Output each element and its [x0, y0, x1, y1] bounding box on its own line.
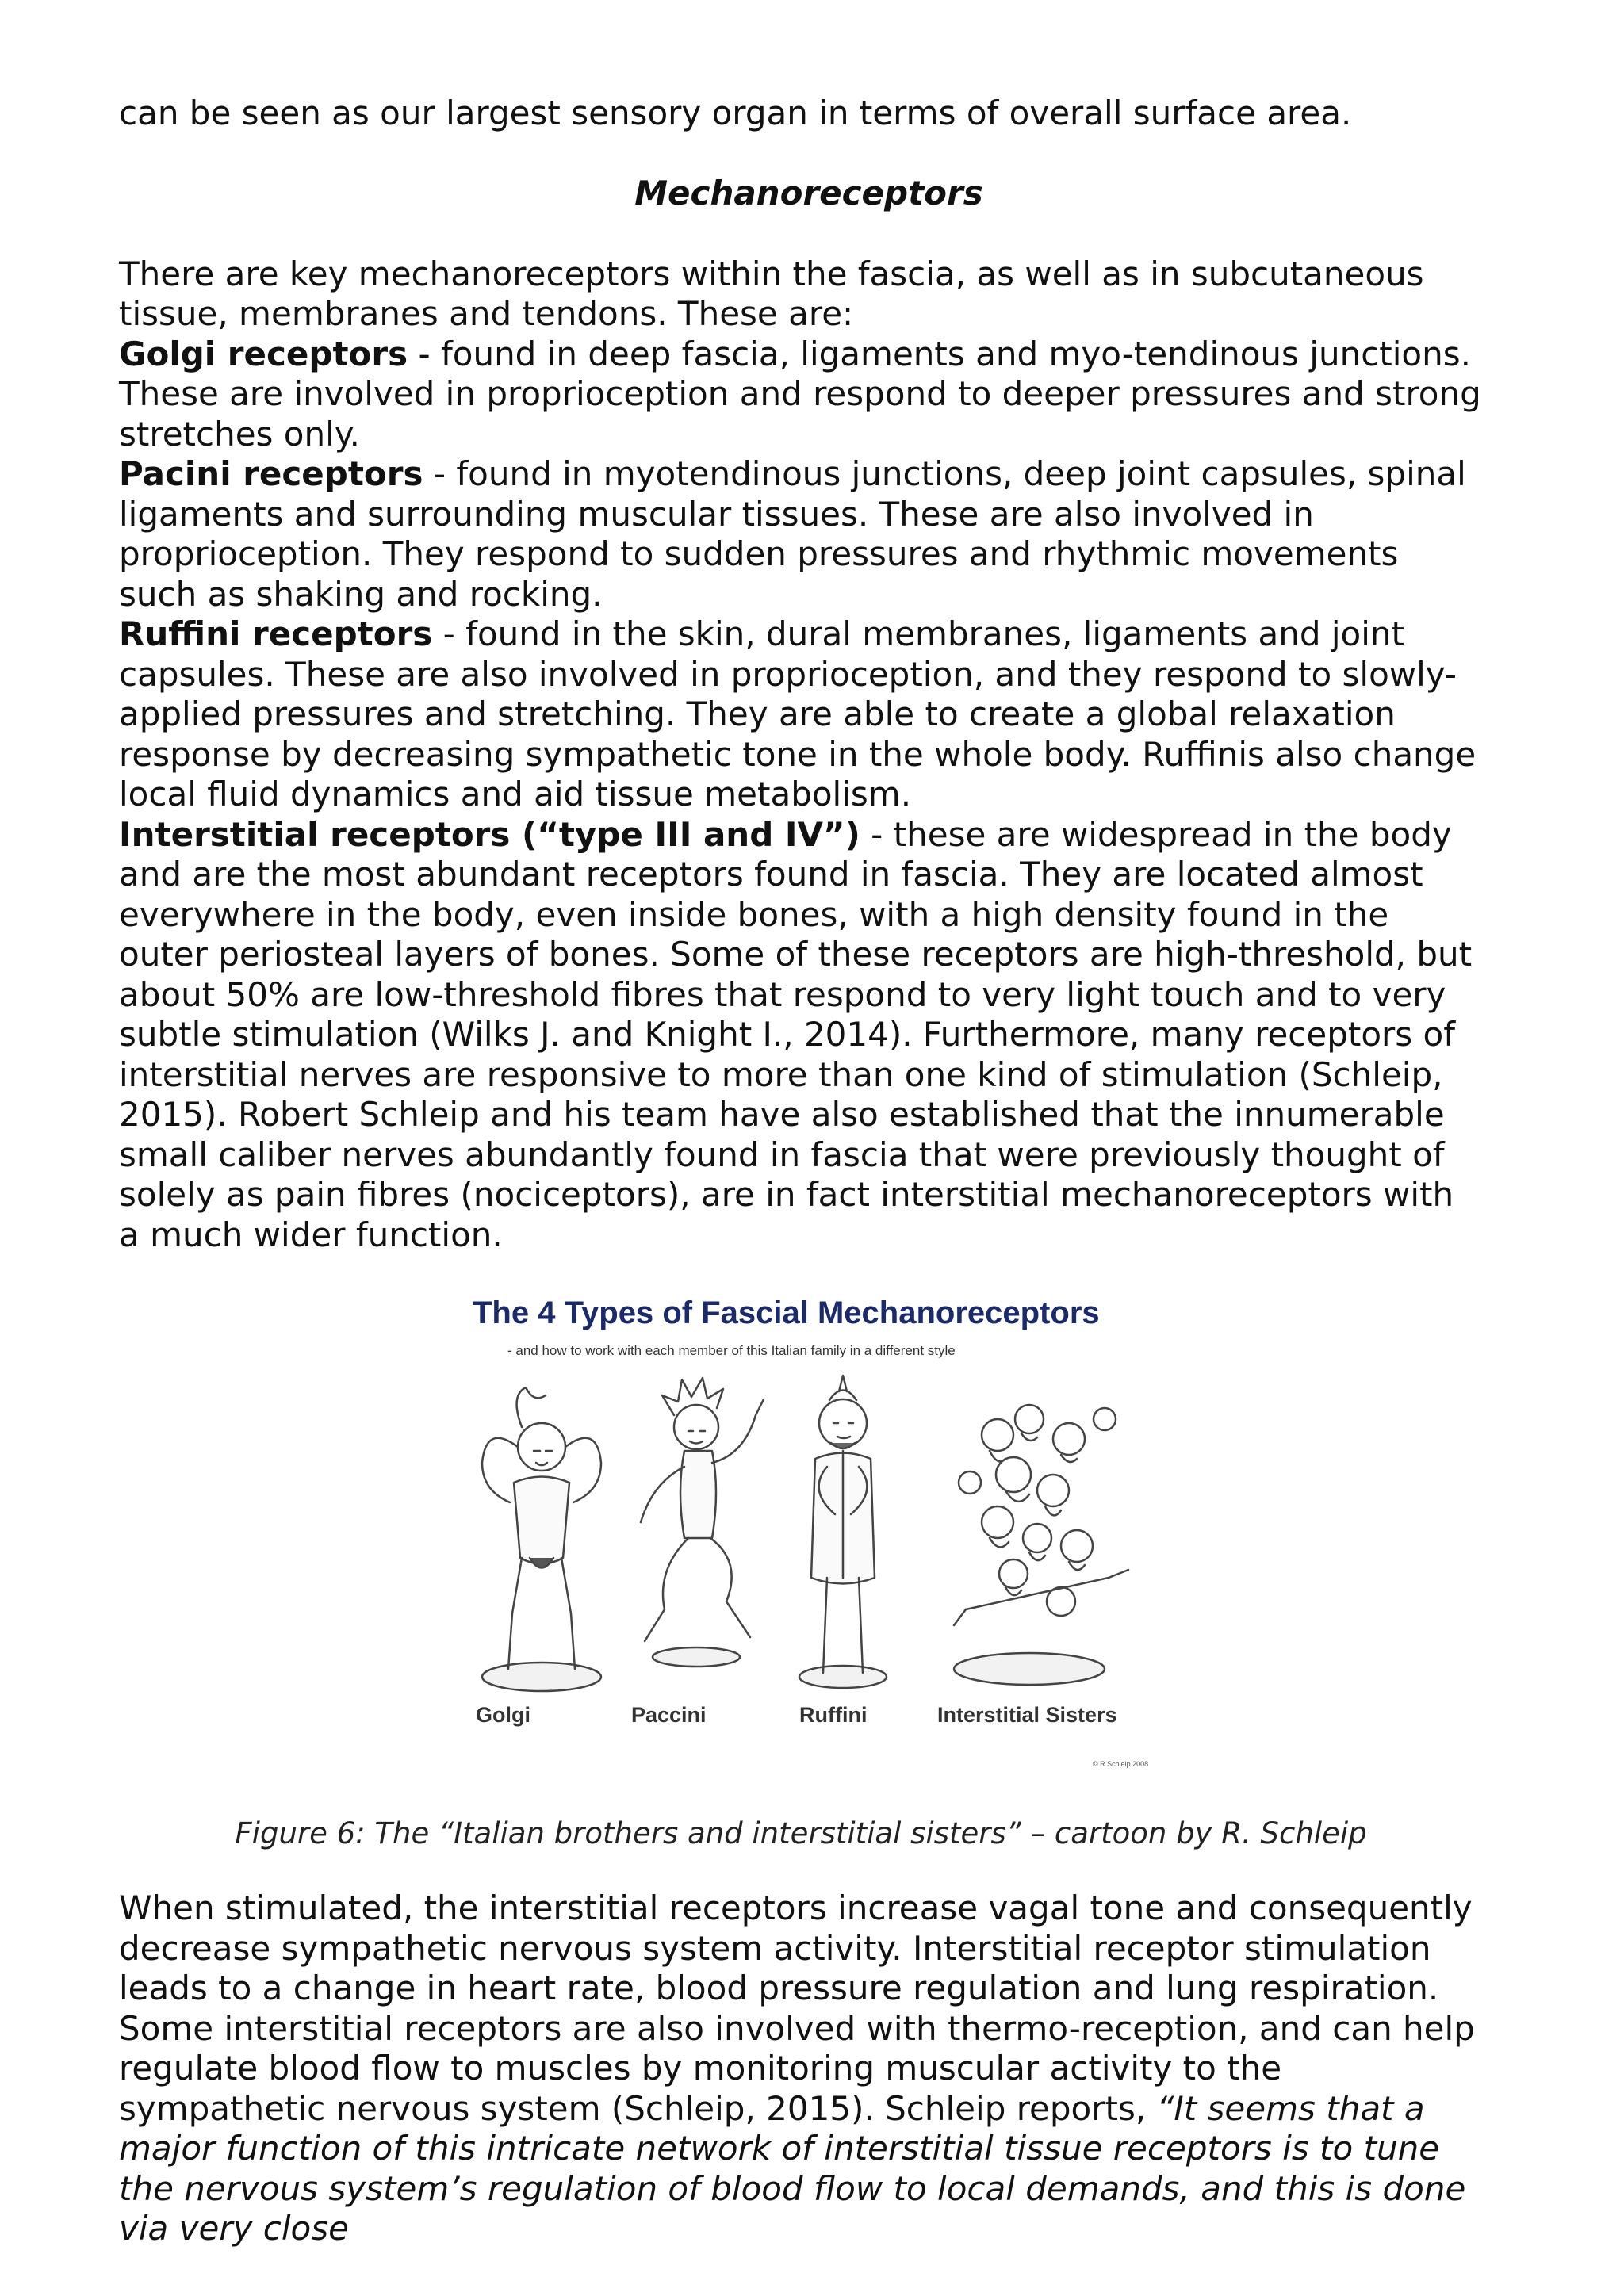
figure-label-golgi: Golgi	[476, 1703, 530, 1727]
receptor-golgi	[119, 335, 1483, 455]
closing-section	[119, 1888, 1483, 2249]
figure-copyright: © R.Schleip 2008	[1093, 1760, 1149, 1768]
figure-label-ruffini: Ruffini	[799, 1703, 868, 1727]
receptor-description: - found in myotendinous junctions, deep joint capsules, spinal ligaments and surrounding muscular tissues. These are also involved in proprioception. They respond to sudden pressures and rhythmic movements such as shaking and rocking.	[119, 454, 1466, 614]
intro-line: can be seen as our largest sensory organ in terms of overall surface area.	[119, 94, 1352, 132]
figure-caption: Figure 6: The “Italian brothers and interstitial sisters” – cartoon by R. Schleip	[235, 1816, 1367, 1850]
receptor-name: Ruffini receptors	[119, 614, 433, 653]
receptor-name: Pacini receptors	[119, 454, 423, 493]
paccini-cartoon	[641, 1378, 764, 1667]
interstitial-sisters-cartoon	[954, 1405, 1128, 1685]
receptor-interstitial	[119, 815, 1483, 1256]
figure-subtitle: - and how to work with each member of this Italian family in a different style	[508, 1343, 956, 1358]
cartoon-figure	[458, 1284, 1156, 1792]
receptor-description: - these are widespread in the body and are the most abundant receptors found in fascia. They are located almost everywhere in the body, even inside bones, with a high density found in the outer periosteal layers of bones. Some of these receptors are high-threshold, but about 50% are low-threshold fibres that respond to very light touch and to very subtle stimulation (Wilks J. and Knight I., 2014). Furthermore, many receptors of interstitial nerves are responsive to more than one kind of stimulation (Schleip, 2015). Robert Schleip and his team have also established that the innumerable small caliber nerves abundantly found in fascia that were previously thought of solely as pain fibres (nociceptors), are in fact interstitial mechanoreceptors with a much wider function.	[119, 814, 1473, 1254]
receptor-name: Golgi receptors	[119, 334, 408, 373]
closing-quote: “It seems that a major function of this intricate network of interstitial tissue receptors is to tune the nervous system’s regulation of blood flow to local demands, and this is done via very close	[119, 2088, 1466, 2248]
receptor-ruffini	[119, 614, 1483, 815]
figure-label-paccini: Paccini	[631, 1703, 707, 1727]
receptor-pacini	[119, 454, 1483, 614]
closing-text: When stimulated, the interstitial receptors increase vagal tone and consequently decrease sympathetic nervous system activity. Interstitial receptor stimulation leads to a change in heart rate, blood pressure regulation and lung respiration. Some interstitial receptors are also involved with thermo-reception, and can help regulate blood flow to muscles by monitoring muscular activity to the sympathetic nervous system (Schleip, 2015). Schleip reports,	[119, 1888, 1475, 2128]
document-page	[119, 94, 1483, 1255]
section-heading: Mechanoreceptors	[634, 173, 983, 212]
receptor-description: - found in deep fascia, ligaments and myo-tendinous junctions. These are involved in proprioception and respond to deeper pressures and strong stretches only.	[119, 334, 1481, 453]
receptor-description: - found in the skin, dural membranes, ligaments and joint capsules. These are also involved in proprioception, and they respond to slowly-applied pressures and stretching. They are able to create a global relaxation response by decreasing sympathetic tone in the whole body. Ruffinis also change local fluid dynamics and aid tissue metabolism.	[119, 614, 1477, 813]
intro-paragraph: There are key mechanoreceptors within the fascia, as well as in subcutaneous tissue, membranes and tendons. These are:	[119, 254, 1424, 333]
closing-paragraph	[119, 1888, 1483, 2249]
ruffini-cartoon	[799, 1376, 887, 1688]
golgi-cartoon	[482, 1387, 601, 1691]
receptor-name: Interstitial receptors (“type III and IV”)	[119, 814, 860, 854]
figure-label-interstitial-sisters: Interstitial Sisters	[937, 1703, 1117, 1727]
cartoon-illustration	[458, 1372, 1156, 1705]
figure-title: The 4 Types of Fascial Mechanoreceptors	[473, 1295, 1100, 1330]
